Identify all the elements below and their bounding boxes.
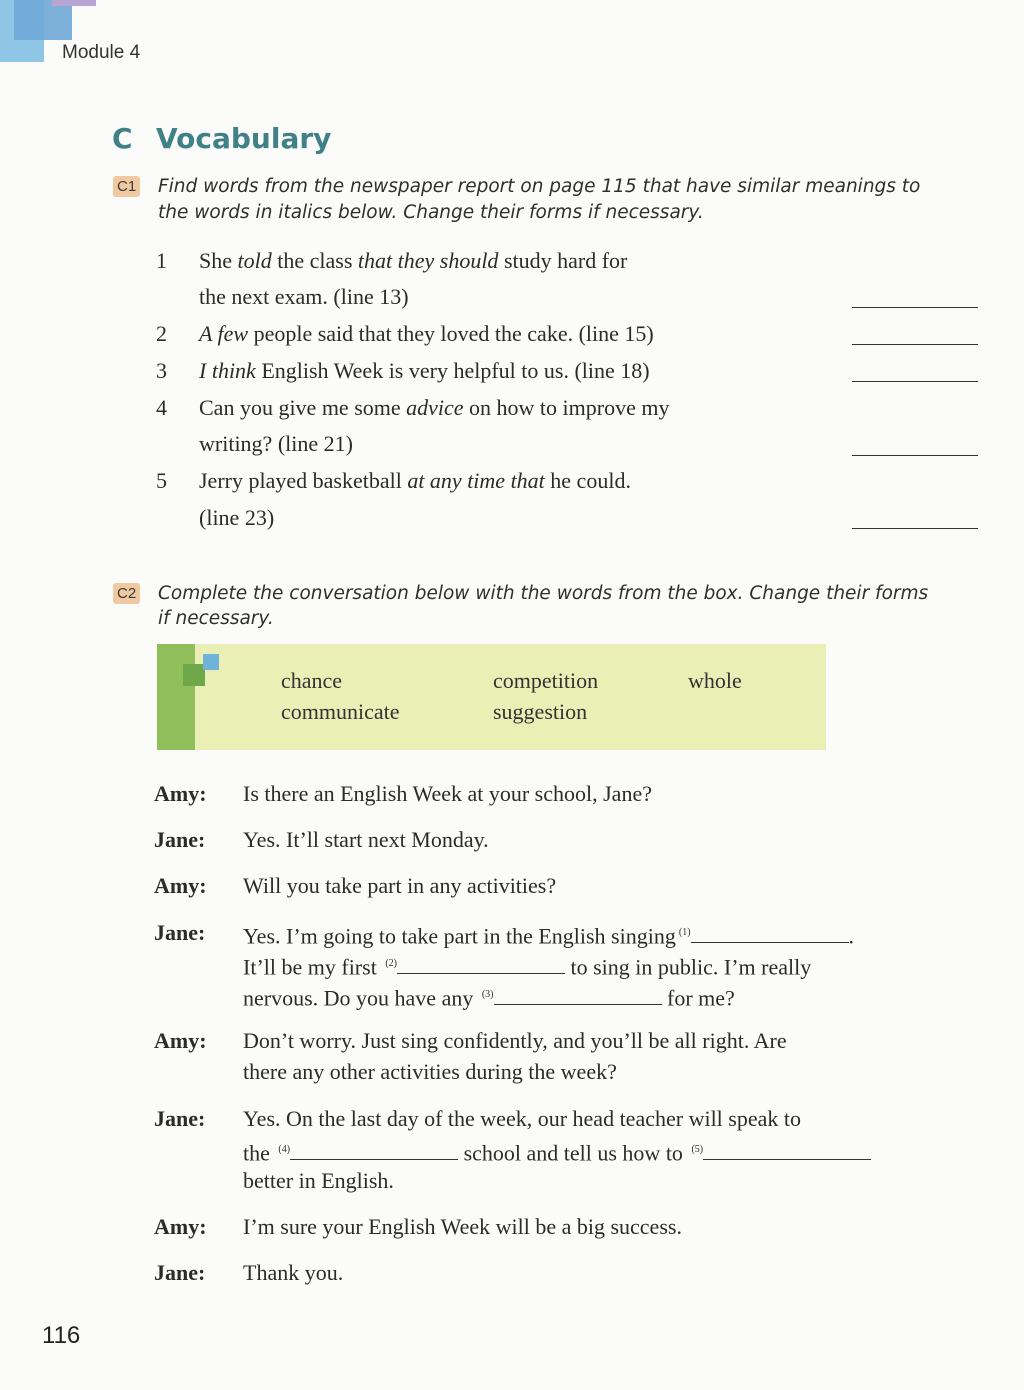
- task-badge-c1: C1: [113, 176, 140, 197]
- answer-gap[interactable]: [397, 959, 565, 974]
- answer-gap[interactable]: [494, 990, 662, 1005]
- box-word: chance: [281, 668, 343, 693]
- dialogue-line: better in English.: [243, 1168, 394, 1193]
- question-text: writing? (line 21): [199, 431, 353, 456]
- corner-decoration: [52, 0, 96, 6]
- gap-number: (2): [385, 958, 397, 969]
- question-number: 2: [156, 321, 167, 346]
- speaker-name: Jane:: [154, 1106, 206, 1131]
- section-heading: Vocabulary: [156, 122, 332, 155]
- module-label: Module 4: [62, 42, 141, 63]
- question-text: She told the class that they should study hard for: [199, 248, 628, 273]
- section-title: [112, 122, 331, 155]
- question-text: Jerry played basketball at any time that he could.: [199, 468, 631, 493]
- dialogue-line: Yes. I’m going to take part in the English singing $^{(1)}$ .: [243, 923, 855, 949]
- dialogue-line: Thank you.: [243, 1260, 344, 1285]
- answer-blank[interactable]: [852, 381, 978, 382]
- gap-number: (5): [691, 1144, 704, 1155]
- box-word: competition: [493, 668, 599, 693]
- c2-instruction-line-1: Complete the conversation below with the words from the box. Change their forms: [158, 583, 929, 604]
- dialogue-line: It’ll be my first $^{(2)}$ to sing in public. I’m really: [243, 954, 812, 980]
- gap-number: (1): [678, 927, 691, 938]
- page-number: 116: [42, 1322, 81, 1349]
- question-text: the next exam. (line 13): [199, 284, 409, 309]
- speaker-name: Amy:: [154, 873, 207, 898]
- dialogue-line: I’m sure your English Week will be a big success.: [243, 1214, 682, 1239]
- section-letter: C: [112, 122, 133, 155]
- dialogue-line: Yes. It’ll start next Monday.: [243, 827, 489, 852]
- question-text: I think English Week is very helpful to us. (line 18): [199, 358, 650, 383]
- speaker-name: Jane:: [154, 827, 206, 852]
- answer-blank[interactable]: [852, 344, 978, 345]
- question-number: 1: [156, 248, 167, 273]
- word-box-decoration: [183, 664, 205, 686]
- answer-blank[interactable]: [852, 455, 978, 456]
- question-number: 3: [156, 358, 167, 383]
- dialogue-line: Will you take part in any activities?: [243, 873, 557, 898]
- box-word: communicate: [281, 699, 400, 724]
- speaker-name: Amy:: [154, 1214, 207, 1239]
- dialogue-line: Yes. On the last day of the week, our head teacher will speak to: [243, 1106, 801, 1131]
- answer-gap[interactable]: [691, 928, 849, 943]
- answer-gap[interactable]: [703, 1145, 871, 1160]
- answer-blank[interactable]: [852, 307, 978, 308]
- dialogue-line: Don’t worry. Just sing confidently, and you’ll be all right. Are: [243, 1028, 787, 1053]
- gap-number: (3): [481, 989, 494, 1000]
- dialogue-line: the $^{(4)}$ school and tell us how to $^{(5)}$: [243, 1134, 871, 1168]
- box-word: suggestion: [493, 699, 588, 724]
- speaker-name: Jane:: [154, 920, 206, 945]
- speaker-name: Jane:: [154, 1260, 206, 1285]
- word-box-decoration: [157, 644, 195, 750]
- answer-gap[interactable]: [290, 1145, 458, 1160]
- c1-instruction-line-2: the words in italics below. Change their forms if necessary.: [158, 202, 704, 223]
- word-box: [157, 644, 826, 750]
- question-text: Can you give me some advice on how to improve my: [199, 395, 670, 420]
- speaker-name: Amy:: [154, 781, 207, 806]
- task-badge-c2: C2: [113, 583, 140, 604]
- box-word: whole: [688, 668, 742, 693]
- question-number: 5: [156, 468, 167, 493]
- dialogue-line: nervous. Do you have any $^{(3)}$ for me?: [243, 985, 735, 1011]
- dialogue-line: Is there an English Week at your school, Jane?: [243, 781, 652, 806]
- gap-number: (4): [278, 1144, 291, 1155]
- speaker-name: Amy:: [154, 1028, 207, 1053]
- corner-decoration: [14, 0, 72, 40]
- c2-instruction-line-2: if necessary.: [158, 608, 274, 629]
- word-box-decoration: [203, 654, 219, 670]
- c1-instruction-line-1: Find words from the newspaper report on page 115 that have similar meanings to: [158, 176, 921, 197]
- answer-blank[interactable]: [852, 528, 978, 529]
- question-text: (line 23): [199, 505, 275, 530]
- question-text: A few people said that they loved the cake. (line 15): [199, 321, 654, 346]
- question-number: 4: [156, 395, 167, 420]
- dialogue-line: there any other activities during the week?: [243, 1059, 617, 1084]
